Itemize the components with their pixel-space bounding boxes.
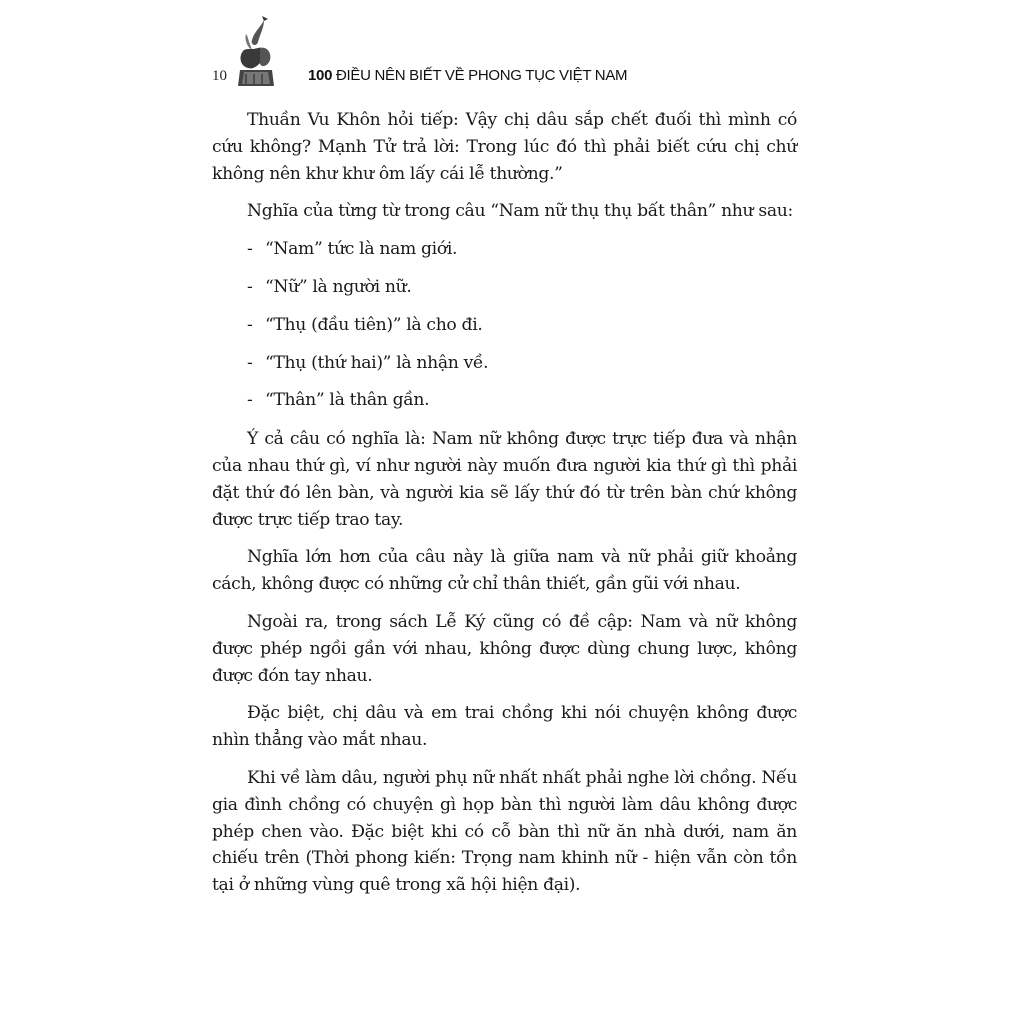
- paragraph: Đặc biệt, chị dâu và em trai chồng khi nói chuyện không được nhìn thẳng vào mắt nhau.: [212, 703, 797, 751]
- running-title: [308, 67, 627, 84]
- list-dash: -: [247, 314, 253, 335]
- page-number: 10: [212, 68, 227, 84]
- running-title-text: ĐIỀU NÊN BIẾT VỀ PHONG TỤC VIỆT NAM: [332, 67, 628, 84]
- paragraph: Nghĩa của từng từ trong câu “Nam nữ thụ thụ bất thân” như sau:: [247, 201, 793, 222]
- list-item: [212, 236, 797, 263]
- page-body: [212, 107, 797, 910]
- list-item-text: “Thụ (đầu tiên)” là cho đi.: [265, 314, 483, 335]
- list-item-text: “Thụ (thứ hai)” là nhận về.: [265, 352, 489, 373]
- list-item: [212, 312, 797, 339]
- running-title-number: 100: [308, 67, 333, 84]
- crane-statue-icon: [234, 14, 278, 88]
- paragraph: Ngoài ra, trong sách Lễ Ký cũng có đề cập: Nam và nữ không được phép ngồi gần với nhau, không được dùng chung lược, không được đón tay nhau.: [212, 611, 797, 686]
- paragraph: Nghĩa lớn hơn của câu này là giữa nam và nữ phải giữ khoảng cách, không được có những cử chỉ thân thiết, gần gũi với nhau.: [212, 547, 797, 595]
- page-header: [212, 8, 812, 88]
- definition-list: [212, 236, 797, 414]
- list-item: [212, 274, 797, 301]
- paragraph: Khi về làm dâu, người phụ nữ nhất nhất phải nghe lời chồng. Nếu gia đình chồng có chuyện gì họp bàn thì người làm dâu không được phép chen vào. Đặc biệt khi có cỗ bàn thì nữ ăn nhà dưới, nam ăn chiếu trên (Thời phong kiến: Trọng nam khinh nữ - hiện vẫn còn tồn tại ở những vùng quê trong xã hội hiện đại).: [212, 767, 797, 896]
- list-item-text: “Nam” tức là nam giới.: [265, 239, 458, 260]
- paragraph: Ý cả câu có nghĩa là: Nam nữ không được trực tiếp đưa và nhận của nhau thứ gì, ví như người này muốn đưa người kia thứ gì thì phải đặt thứ đó lên bàn, và người kia sẽ lấy thứ đó từ trên bàn chứ không được trực tiếp trao tay.: [212, 429, 797, 530]
- list-dash: -: [247, 352, 253, 373]
- list-dash: -: [247, 239, 253, 260]
- list-dash: -: [247, 390, 253, 411]
- list-item: [212, 350, 797, 377]
- list-item: [212, 387, 797, 414]
- paragraph: Thuần Vu Khôn hỏi tiếp: Vậy chị dâu sắp chết đuối thì mình có cứu không? Mạnh Tử trả lời: Trong lúc đó thì phải biết cứu chị chứ không nên khư khư ôm lấy cái lễ thường.”: [212, 110, 797, 184]
- list-item-text: “Thân” là thân gần.: [265, 390, 430, 411]
- list-dash: -: [247, 276, 253, 297]
- list-item-text: “Nữ” là người nữ.: [265, 276, 412, 297]
